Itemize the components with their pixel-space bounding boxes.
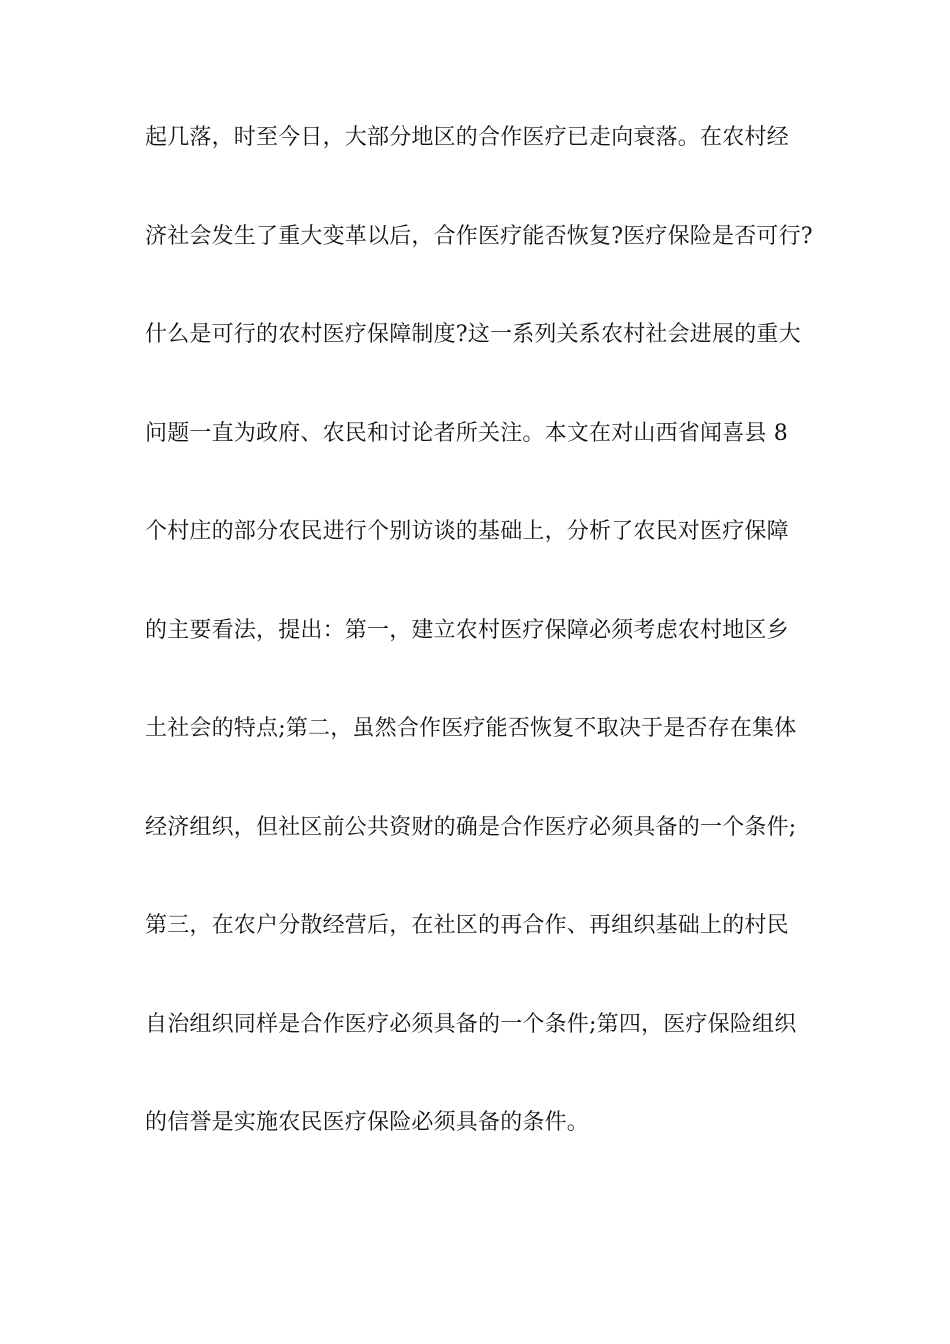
text-line-8: 经济组织，但社区前公共资财的确是合作医疗必须具备的一个条件; — [145, 814, 797, 840]
text-line-7: 土社会的特点;第二，虽然合作医疗能否恢复不取决于是否存在集体 — [145, 716, 797, 741]
text-line-10: 自治组织同样是合作医疗必须具备的一个条件;第四，医疗保险组织 — [145, 1011, 797, 1037]
text-line-11: 的信誉是实施农民医疗保险必须具备的条件。 — [145, 1110, 590, 1135]
text-line-6: 的主要看法，提出：第一，建立农村医疗保障必须考虑农村地区乡 — [145, 617, 789, 643]
body-text — [145, 118, 845, 1202]
text-line-4: 问题一直为政府、农民和讨论者所关注。本文在对山西省闻喜县 8 — [145, 420, 788, 446]
text-line-5: 个村庄的部分农民进行个别访谈的基础上，分析了农民对医疗保障 — [145, 519, 789, 544]
text-line-3: 什么是可行的农村医疗保障制度?这一系列关系农村社会进展的重大 — [145, 322, 801, 347]
text-line-2: 济社会发生了重大变革以后，合作医疗能否恢复?医疗保险是否可行? — [145, 223, 813, 249]
text-line-9: 第三，在农户分散经营后，在社区的再合作、再组织基础上的村民 — [145, 913, 789, 938]
text-line-1: 起几落，时至今日，大部分地区的合作医疗已走向衰落。在农村经 — [145, 125, 789, 150]
